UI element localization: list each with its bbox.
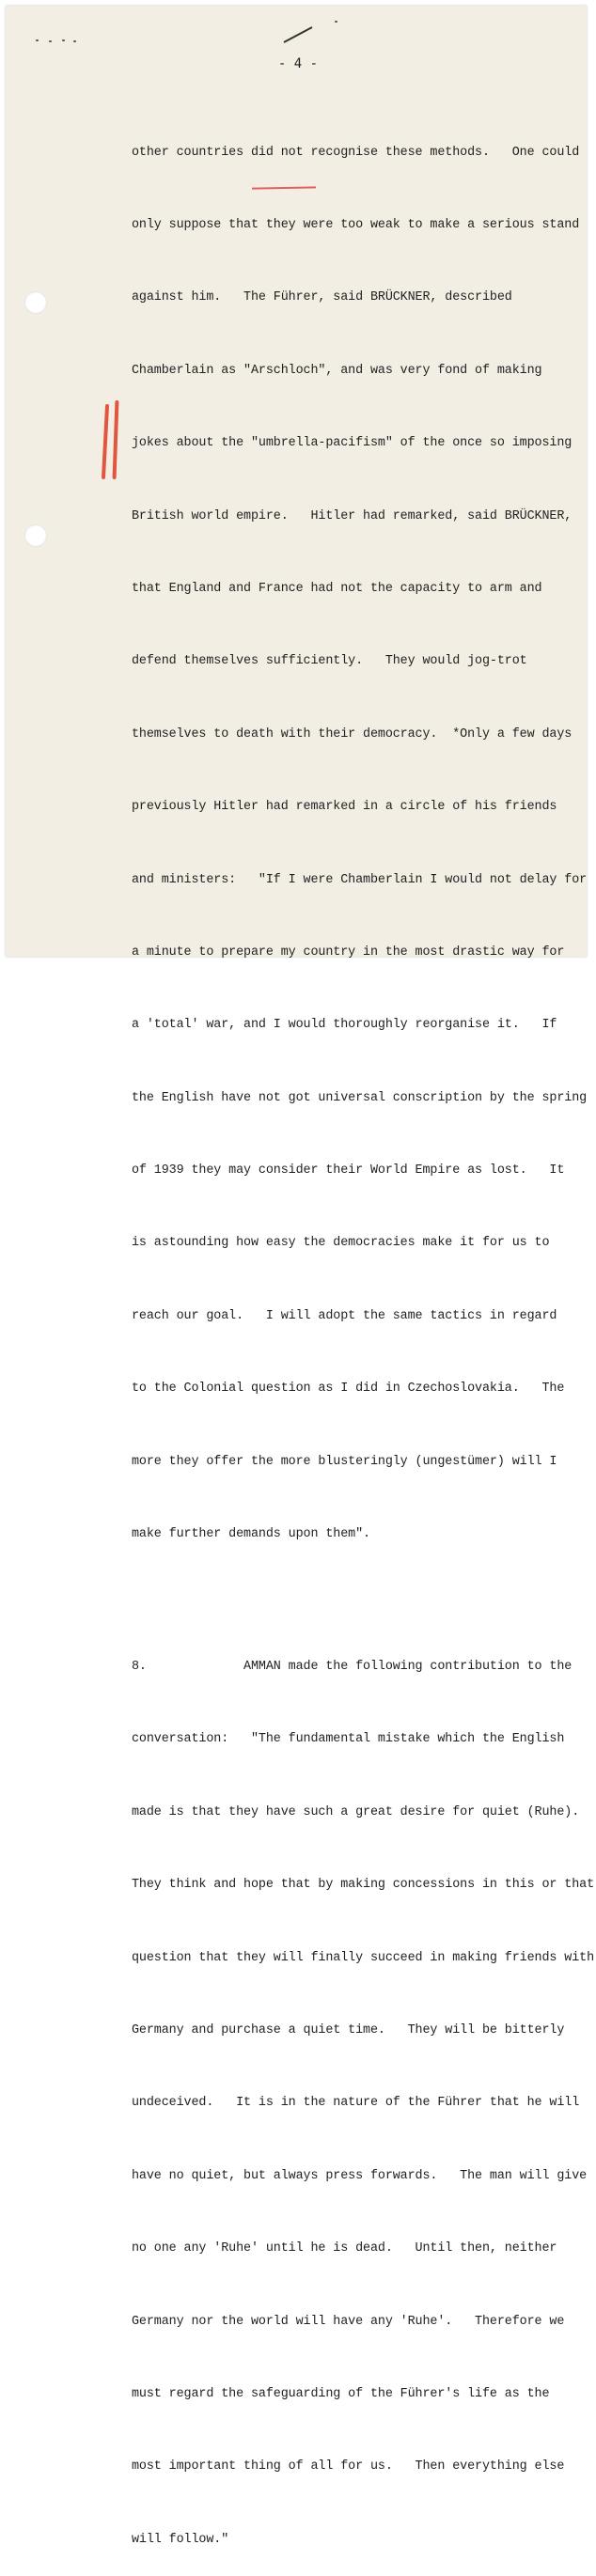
text-line: 8. AMMAN made the following contribution to the	[132, 1660, 572, 1674]
text-line: jokes about the "umbrella-pacifism" of the once so imposing	[132, 436, 572, 451]
text-line: only suppose that they were too weak to make a serious stand	[132, 217, 580, 232]
speck	[335, 21, 337, 23]
text-line: reach our goal. I will adopt the same tactics in regard	[132, 1308, 557, 1323]
text-line: conversation: "The fundamental mistake which the English	[132, 1732, 565, 1747]
text-line: made is that they have such a great desire for quiet (Ruhe).	[132, 1804, 580, 1819]
body-text	[132, 92, 595, 2576]
text-line: defend themselves sufficiently. They would jog-trot	[132, 654, 527, 669]
text-line: Germany and purchase a quiet time. They will be bitterly	[132, 2022, 565, 2037]
speck	[62, 39, 65, 41]
text-line: of 1939 they may consider their World Empire as lost. It	[132, 1163, 565, 1179]
text-line: to the Colonial question as I did in Czechoslovakia. The	[132, 1382, 565, 1397]
text-line: other countries did not recognise these methods. One could	[132, 145, 580, 160]
paragraph-gap	[132, 1595, 583, 1606]
text-line: undeceived. It is in the nature of the Führer that he will	[132, 2096, 580, 2111]
text-line: a 'total' war, and I would thoroughly reorganise it. If	[132, 1018, 557, 1033]
speck	[49, 40, 52, 42]
text-line: and ministers: "If I were Chamberlain I would not delay for	[132, 872, 588, 887]
speck	[36, 39, 39, 41]
speck	[73, 40, 76, 42]
text-line: no one any 'Ruhe' until he is dead. Until then, neither	[132, 2241, 557, 2256]
text-line: Chamberlain as "Arschloch", and was very fond of making	[132, 363, 542, 378]
text-line: the English have not got universal conscription by the spring	[132, 1090, 588, 1105]
text-line: is astounding how easy the democracies make it for us to	[132, 1236, 550, 1251]
page-number: - 4 -	[277, 56, 319, 71]
text-line: against him. The Führer, said BRÜCKNER, described	[132, 290, 512, 305]
text-line: a minute to prepare my country in the most drastic way for	[132, 945, 565, 960]
punch-hole	[24, 291, 47, 314]
text-line: more they offer the more blusteringly (ungestümer) will I	[132, 1454, 557, 1469]
text-line: Germany nor the world will have any 'Ruhe'. Therefore we	[132, 2314, 565, 2329]
text-line: previously Hitler had remarked in a circle of his friends	[132, 800, 557, 815]
punch-hole	[24, 524, 47, 547]
text-line: They think and hope that by making concessions in this or that	[132, 1878, 595, 1893]
text-line: British world empire. Hitler had remarked, said BRÜCKNER,	[132, 508, 572, 523]
text-line: make further demands upon them".	[132, 1527, 370, 1542]
text-line: have no quiet, but always press forwards. The man will give	[132, 2168, 588, 2183]
text-line: that England and France had not the capacity to arm and	[132, 581, 542, 596]
text-line: will follow."	[132, 2532, 229, 2547]
text-line: most important thing of all for us. Then everything else	[132, 2459, 565, 2475]
text-line: themselves to death with their democracy. *Only a few days	[132, 726, 572, 742]
text-line: question that they will finally succeed in making friends with	[132, 1950, 595, 1965]
text-line: must regard the safeguarding of the Führer's life as the	[132, 2386, 550, 2401]
